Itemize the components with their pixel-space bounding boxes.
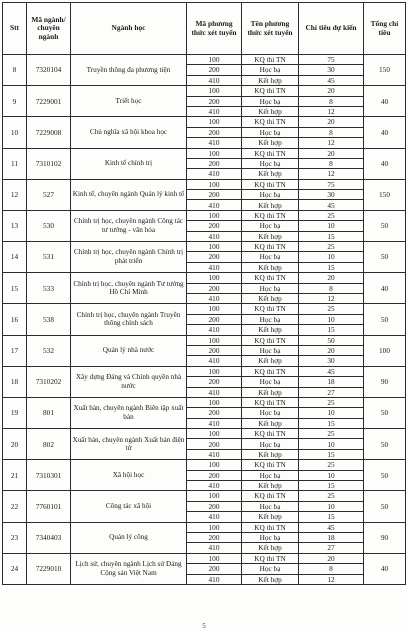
major-code: 802 (27, 429, 71, 460)
table-row (3, 148, 406, 158)
method-quota: 20 (299, 553, 364, 563)
method-code: 100 (187, 273, 242, 283)
major-name: Triết học (71, 86, 187, 117)
method-name: KQ thi TN (242, 179, 299, 189)
page-number: 5 (202, 622, 206, 630)
method-code: 100 (187, 304, 242, 314)
major-code: 527 (27, 179, 71, 210)
row-stt: 8 (3, 55, 27, 86)
method-name: KQ thi TN (242, 397, 299, 407)
major-name: Chính trị học, chuyên ngành Truyền thông chính sách (71, 304, 187, 335)
method-quota: 15 (299, 262, 364, 272)
row-stt: 14 (3, 242, 27, 273)
method-code: 410 (187, 293, 242, 303)
method-code: 100 (187, 210, 242, 220)
major-code: 7320104 (27, 55, 71, 86)
method-name: Kết hợp (242, 138, 299, 148)
method-name: Kết hợp (242, 356, 299, 366)
total-quota: 50 (364, 397, 406, 428)
major-code: 533 (27, 273, 71, 304)
method-code: 100 (187, 86, 242, 96)
method-name: KQ thi TN (242, 553, 299, 563)
total-quota: 40 (364, 553, 406, 584)
major-name: Quản lý nhà nước (71, 335, 187, 366)
method-name: KQ thi TN (242, 148, 299, 158)
major-code: 530 (27, 210, 71, 241)
method-quota: 12 (299, 293, 364, 303)
method-code: 410 (187, 481, 242, 491)
table-row (3, 366, 406, 376)
method-name: Kết hợp (242, 543, 299, 553)
method-name: Học bạ (242, 532, 299, 542)
method-code: 410 (187, 106, 242, 116)
method-quota: 45 (299, 75, 364, 85)
method-code: 100 (187, 429, 242, 439)
method-code: 100 (187, 522, 242, 532)
method-name: Học bạ (242, 377, 299, 387)
total-quota: 90 (364, 366, 406, 397)
method-quota: 10 (299, 252, 364, 262)
method-code: 200 (187, 221, 242, 231)
method-quota: 12 (299, 106, 364, 116)
method-quota: 30 (299, 356, 364, 366)
major-code: 801 (27, 397, 71, 428)
table-row (3, 491, 406, 501)
method-quota: 8 (299, 127, 364, 137)
method-code: 200 (187, 190, 242, 200)
major-name: Công tác xã hội (71, 491, 187, 522)
row-stt: 23 (3, 522, 27, 553)
method-quota: 18 (299, 377, 364, 387)
method-name: Kết hợp (242, 169, 299, 179)
table-row (3, 304, 406, 314)
header-major-name: Ngành học (71, 3, 187, 55)
row-stt: 17 (3, 335, 27, 366)
method-name: Kết hợp (242, 418, 299, 428)
method-quota: 45 (299, 366, 364, 376)
total-quota: 50 (364, 210, 406, 241)
method-quota: 15 (299, 325, 364, 335)
method-quota: 25 (299, 242, 364, 252)
method-code: 410 (187, 231, 242, 241)
method-name: KQ thi TN (242, 460, 299, 470)
method-code: 410 (187, 449, 242, 459)
method-code: 100 (187, 491, 242, 501)
method-code: 200 (187, 158, 242, 168)
method-code: 410 (187, 574, 242, 584)
method-quota: 15 (299, 231, 364, 241)
method-name: KQ thi TN (242, 522, 299, 532)
table-row (3, 179, 406, 189)
header-method-name: Tên phương thức xét tuyển (242, 3, 299, 55)
method-code: 410 (187, 138, 242, 148)
method-name: Học bạ (242, 158, 299, 168)
major-name: Xuất bản, chuyên ngành Biên tập xuất bản (71, 397, 187, 428)
row-stt: 10 (3, 117, 27, 148)
method-code: 200 (187, 283, 242, 293)
table-row (3, 429, 406, 439)
method-quota: 12 (299, 169, 364, 179)
method-quota: 30 (299, 65, 364, 75)
major-code: 538 (27, 304, 71, 335)
method-code: 410 (187, 200, 242, 210)
method-name: KQ thi TN (242, 86, 299, 96)
method-name: Học bạ (242, 221, 299, 231)
method-quota: 25 (299, 491, 364, 501)
method-name: Học bạ (242, 96, 299, 106)
header-major-code: Mã ngành/ chuyên ngành (27, 3, 71, 55)
method-code: 410 (187, 512, 242, 522)
method-name: KQ thi TN (242, 366, 299, 376)
major-name: Xã hội học (71, 460, 187, 491)
row-stt: 21 (3, 460, 27, 491)
major-code: 7340403 (27, 522, 71, 553)
row-stt: 22 (3, 491, 27, 522)
method-code: 100 (187, 117, 242, 127)
method-quota: 75 (299, 55, 364, 65)
method-code: 200 (187, 501, 242, 511)
total-quota: 40 (364, 273, 406, 304)
method-name: Kết hợp (242, 481, 299, 491)
method-quota: 10 (299, 470, 364, 480)
major-code: 532 (27, 335, 71, 366)
method-code: 200 (187, 532, 242, 542)
method-quota: 20 (299, 117, 364, 127)
major-code: 7760101 (27, 491, 71, 522)
method-code: 410 (187, 356, 242, 366)
method-code: 100 (187, 397, 242, 407)
method-quota: 20 (299, 148, 364, 158)
method-quota: 30 (299, 190, 364, 200)
total-quota: 40 (364, 148, 406, 179)
total-quota: 50 (364, 304, 406, 335)
method-code: 100 (187, 335, 242, 345)
total-quota: 150 (364, 55, 406, 86)
method-quota: 25 (299, 429, 364, 439)
major-name: Kinh tế chính trị (71, 148, 187, 179)
method-name: Kết hợp (242, 262, 299, 272)
total-quota: 90 (364, 522, 406, 553)
method-quota: 15 (299, 481, 364, 491)
method-quota: 10 (299, 408, 364, 418)
method-code: 200 (187, 345, 242, 355)
method-quota: 27 (299, 543, 364, 553)
method-name: Kết hợp (242, 574, 299, 584)
method-quota: 27 (299, 387, 364, 397)
method-quota: 75 (299, 179, 364, 189)
method-code: 410 (187, 418, 242, 428)
method-quota: 8 (299, 158, 364, 168)
method-name: Kết hợp (242, 387, 299, 397)
row-stt: 12 (3, 179, 27, 210)
table-row (3, 117, 406, 127)
method-code: 410 (187, 543, 242, 553)
method-code: 410 (187, 262, 242, 272)
method-code: 100 (187, 460, 242, 470)
method-quota: 20 (299, 86, 364, 96)
method-name: Kết hợp (242, 512, 299, 522)
table-row (3, 242, 406, 252)
method-quota: 15 (299, 449, 364, 459)
total-quota: 50 (364, 429, 406, 460)
method-name: Học bạ (242, 314, 299, 324)
method-quota: 45 (299, 522, 364, 532)
method-name: Học bạ (242, 190, 299, 200)
row-stt: 15 (3, 273, 27, 304)
method-quota: 50 (299, 335, 364, 345)
method-quota: 25 (299, 304, 364, 314)
method-name: Học bạ (242, 470, 299, 480)
major-name: Xuất bản, chuyên ngành Xuất bản điện tử (71, 429, 187, 460)
method-quota: 8 (299, 564, 364, 574)
method-code: 200 (187, 96, 242, 106)
total-quota: 40 (364, 86, 406, 117)
method-name: Kết hợp (242, 106, 299, 116)
method-name: Học bạ (242, 283, 299, 293)
method-quota: 18 (299, 532, 364, 542)
method-quota: 15 (299, 512, 364, 522)
method-quota: 12 (299, 574, 364, 584)
table-row (3, 55, 406, 65)
method-name: Kết hợp (242, 449, 299, 459)
method-quota: 10 (299, 501, 364, 511)
header-quota: Chỉ tiêu dự kiến (299, 3, 364, 55)
method-quota: 10 (299, 314, 364, 324)
header-total-quota: Tổng chỉ tiêu (364, 3, 406, 55)
table-row (3, 460, 406, 470)
major-name: Xây dựng Đảng và Chính quyền nhà nước (71, 366, 187, 397)
method-code: 100 (187, 242, 242, 252)
table-row (3, 86, 406, 96)
method-quota: 45 (299, 200, 364, 210)
method-code: 200 (187, 127, 242, 137)
method-quota: 10 (299, 221, 364, 231)
method-code: 200 (187, 564, 242, 574)
major-code: 7310102 (27, 148, 71, 179)
major-name: Truyền thông đa phương tiện (71, 55, 187, 86)
total-quota: 40 (364, 117, 406, 148)
row-stt: 16 (3, 304, 27, 335)
method-quota: 12 (299, 138, 364, 148)
method-name: Học bạ (242, 65, 299, 75)
method-name: KQ thi TN (242, 210, 299, 220)
method-name: KQ thi TN (242, 429, 299, 439)
method-name: Học bạ (242, 408, 299, 418)
method-quota: 25 (299, 210, 364, 220)
method-quota: 25 (299, 397, 364, 407)
major-code: 7310301 (27, 460, 71, 491)
table-row (3, 522, 406, 532)
method-code: 200 (187, 65, 242, 75)
major-name: Chính trị học, chuyên ngành Chính trị phát triển (71, 242, 187, 273)
row-stt: 19 (3, 397, 27, 428)
table-row (3, 335, 406, 345)
method-code: 100 (187, 148, 242, 158)
method-name: KQ thi TN (242, 491, 299, 501)
major-name: Chính trị học, chuyên ngành Tư tưởng Hồ Chí Minh (71, 273, 187, 304)
row-stt: 9 (3, 86, 27, 117)
table-row (3, 553, 406, 563)
total-quota: 50 (364, 460, 406, 491)
method-name: KQ thi TN (242, 335, 299, 345)
method-code: 200 (187, 377, 242, 387)
method-name: Học bạ (242, 501, 299, 511)
admissions-quota-table (2, 2, 406, 585)
row-stt: 18 (3, 366, 27, 397)
method-name: KQ thi TN (242, 242, 299, 252)
method-name: Kết hợp (242, 75, 299, 85)
table-body (3, 55, 406, 585)
header-method-code: Mã phương thức xét tuyển (187, 3, 242, 55)
total-quota: 150 (364, 179, 406, 210)
method-code: 100 (187, 179, 242, 189)
major-name: Chủ nghĩa xã hội khoa học (71, 117, 187, 148)
major-code: 7229008 (27, 117, 71, 148)
table-row (3, 397, 406, 407)
method-code: 100 (187, 55, 242, 65)
major-code: 7229010 (27, 553, 71, 584)
table-row (3, 210, 406, 220)
row-stt: 13 (3, 210, 27, 241)
method-code: 410 (187, 387, 242, 397)
method-name: Kết hợp (242, 325, 299, 335)
major-name: Quản lý công (71, 522, 187, 553)
row-stt: 20 (3, 429, 27, 460)
total-quota: 50 (364, 242, 406, 273)
method-code: 410 (187, 169, 242, 179)
method-name: Học bạ (242, 439, 299, 449)
method-name: Kết hợp (242, 200, 299, 210)
method-quota: 20 (299, 345, 364, 355)
major-code: 7310202 (27, 366, 71, 397)
method-quota: 25 (299, 460, 364, 470)
method-name: KQ thi TN (242, 55, 299, 65)
row-stt: 24 (3, 553, 27, 584)
method-quota: 8 (299, 283, 364, 293)
method-quota: 10 (299, 439, 364, 449)
method-name: Học bạ (242, 252, 299, 262)
major-name: Kinh tế, chuyên ngành Quản lý kinh tế (71, 179, 187, 210)
method-code: 200 (187, 439, 242, 449)
method-name: Học bạ (242, 345, 299, 355)
total-quota: 100 (364, 335, 406, 366)
table-header-row (3, 3, 406, 55)
method-name: Kết hợp (242, 231, 299, 241)
method-code: 410 (187, 75, 242, 85)
method-code: 200 (187, 314, 242, 324)
method-code: 100 (187, 366, 242, 376)
method-name: KQ thi TN (242, 273, 299, 283)
method-name: Kết hợp (242, 293, 299, 303)
method-code: 200 (187, 252, 242, 262)
method-quota: 20 (299, 273, 364, 283)
method-quota: 15 (299, 418, 364, 428)
method-code: 100 (187, 553, 242, 563)
method-code: 410 (187, 325, 242, 335)
method-name: Học bạ (242, 564, 299, 574)
method-name: KQ thi TN (242, 304, 299, 314)
method-quota: 8 (299, 96, 364, 106)
major-name: Lịch sử, chuyên ngành Lịch sử Đảng Cộng sản Việt Nam (71, 553, 187, 584)
table-row (3, 273, 406, 283)
header-stt: Stt (3, 3, 27, 55)
method-name: KQ thi TN (242, 117, 299, 127)
major-name: Chính trị học, chuyên ngành Công tác tư tưởng - văn hóa (71, 210, 187, 241)
major-code: 7229001 (27, 86, 71, 117)
method-code: 200 (187, 470, 242, 480)
method-code: 200 (187, 408, 242, 418)
row-stt: 11 (3, 148, 27, 179)
total-quota: 50 (364, 491, 406, 522)
major-code: 531 (27, 242, 71, 273)
method-name: Học bạ (242, 127, 299, 137)
